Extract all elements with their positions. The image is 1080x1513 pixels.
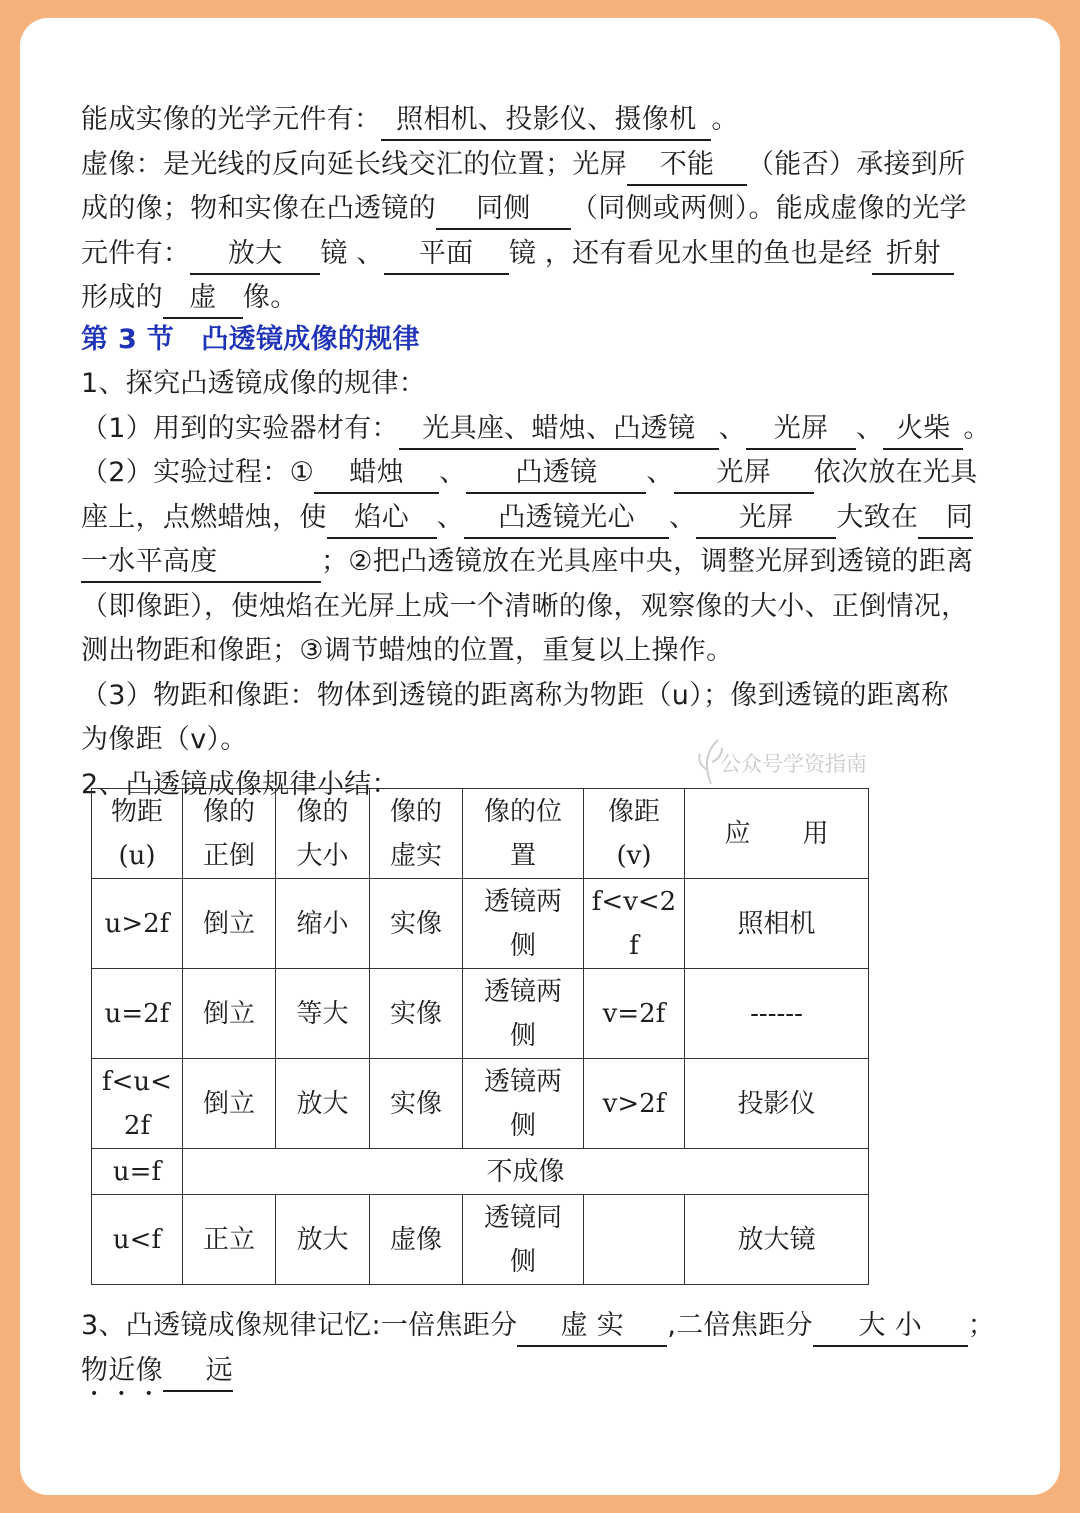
table-cell: 缩小 <box>276 879 370 969</box>
answer-blank: 平面 <box>384 235 509 275</box>
text-line: 能成实像的光学元件有： 照相机、投影仪、摄像机 。 <box>81 98 739 142</box>
answer-blank: 光具座、蜡烛、凸透镜 <box>399 410 719 450</box>
header-cell: 像的 虚实 <box>370 789 463 879</box>
table-cell: 放大镜 <box>685 1195 869 1285</box>
text-line: （2）实验过程：① 蜡烛 、 凸透镜 、 光屏 依次放在光具 <box>81 451 978 495</box>
answer-blank: 放大 <box>190 235 320 275</box>
table-cell: ------ <box>685 969 869 1059</box>
table-cell: 实像 <box>370 969 463 1059</box>
page-card <box>20 18 1060 1495</box>
text-line: （1）用到的实验器材有： 光具座、蜡烛、凸透镜 、 光屏 、 火柴 。 <box>81 407 991 451</box>
header-cell: 物距 (u) <box>92 789 183 879</box>
header-cell: 像距 (v) <box>584 789 685 879</box>
table-header-row <box>92 789 869 879</box>
table-cell: u>2f <box>92 879 183 969</box>
table-cell: v>2f <box>584 1059 685 1149</box>
answer-blank: 凸透镜 <box>466 454 646 494</box>
watermark: 公众号学资指南 <box>720 752 867 776</box>
table-cell: u=f <box>92 1149 183 1195</box>
answer-blank: 光屏 <box>696 499 836 539</box>
table-cell: u<f <box>92 1195 183 1285</box>
answer-blank: 光屏 <box>746 410 856 450</box>
table-cell: 投影仪 <box>685 1059 869 1149</box>
table-cell <box>584 1195 685 1285</box>
text-line: 座上，点燃蜡烛，使 焰心 、 凸透镜光心 、 光屏 大致在 同 <box>81 496 973 540</box>
table-row <box>92 1149 869 1195</box>
answer-blank: 凸透镜光心 <box>464 499 669 539</box>
answer-blank: 折射 <box>872 235 954 275</box>
table-cell: 透镜两 侧 <box>463 969 584 1059</box>
header-cell: 像的 正倒 <box>183 789 276 879</box>
table-cell: 透镜两 侧 <box>463 1059 584 1149</box>
header-cell: 像的位 置 <box>463 789 584 879</box>
answer-blank: 同 <box>918 499 973 539</box>
answer-blank: 大 小 <box>813 1307 968 1347</box>
table-cell: 正立 <box>183 1195 276 1285</box>
table-cell: v=2f <box>584 969 685 1059</box>
table-cell: 倒立 <box>183 879 276 969</box>
text-line: 元件有： 放大 镜 、 平面 镜 ，还有看见水里的鱼也是经 折射 <box>81 232 954 276</box>
text-line: 物近像 远 <box>81 1349 233 1393</box>
merged-cell: 不成像 <box>183 1149 869 1195</box>
table-cell: 放大 <box>276 1059 370 1149</box>
text-line: 一水平高度 ；②把凸透镜放在光具座中央，调整光屏到透镜的距离 <box>81 540 973 584</box>
answer-blank: 远 <box>163 1352 233 1392</box>
table-cell: 透镜两 侧 <box>463 879 584 969</box>
table-cell: 倒立 <box>183 1059 276 1149</box>
text-line: 为像距（v）。 <box>81 724 248 755</box>
answer-blank: 火柴 <box>883 410 963 450</box>
text-line: 测出物距和像距；③调节蜡烛的位置，重复以上操作。 <box>81 635 734 666</box>
table-cell: 虚像 <box>370 1195 463 1285</box>
table-cell: 透镜同 侧 <box>463 1195 584 1285</box>
table-cell: f<u< 2f <box>92 1059 183 1149</box>
answer-blank: 同侧 <box>436 190 571 230</box>
table-cell: 倒立 <box>183 969 276 1059</box>
lens-rules-table <box>91 788 869 1285</box>
text-line: 成的像；物和实像在凸透镜的 同侧 （同侧或两侧）。能成虚像的光学 <box>81 187 967 231</box>
text-line: （3）物距和像距：物体到透镜的距离称为物距（u）；像到透镜的距离称 <box>81 680 949 711</box>
table-cell: f<v<2 f <box>584 879 685 969</box>
answer-blank: 一水平高度 <box>81 543 321 583</box>
table-row <box>92 1195 869 1285</box>
text-line: 3、凸透镜成像规律记忆:一倍焦距分 虚 实 ,二倍焦距分 大 小 ； <box>81 1304 995 1348</box>
table-cell: 放大 <box>276 1195 370 1285</box>
text-line: 虚像：是光线的反向延长线交汇的位置；光屏 不能 （能否）承接到所 <box>81 143 965 187</box>
answer-blank: 光屏 <box>674 454 814 494</box>
table-cell: 实像 <box>370 1059 463 1149</box>
item-title: 2、凸透镜成像规律小结： <box>81 769 399 800</box>
answer-blank: 不能 <box>627 146 747 186</box>
section-title: 第 3 节 凸透镜成像的规律 <box>81 324 420 355</box>
table-cell: 照相机 <box>685 879 869 969</box>
table-row <box>92 879 869 969</box>
table-row <box>92 969 869 1059</box>
item-title: 1、探究凸透镜成像的规律： <box>81 368 427 399</box>
answer-blank: 蜡烛 <box>314 454 439 494</box>
table-cell: u=2f <box>92 969 183 1059</box>
answer-blank: 虚 <box>163 279 243 319</box>
table-cell: 实像 <box>370 879 463 969</box>
answer-blank: 照相机、投影仪、摄像机 <box>381 101 711 141</box>
answer-blank: 焰心 <box>327 499 437 539</box>
table-cell: 等大 <box>276 969 370 1059</box>
header-cell: 应 用 <box>685 789 869 879</box>
text-line: （即像距），使烛焰在光屏上成一个清晰的像，观察像的大小、正倒情况， <box>81 591 969 622</box>
answer-blank: 虚 实 <box>517 1307 667 1347</box>
header-cell: 像的 大小 <box>276 789 370 879</box>
table-row <box>92 1059 869 1149</box>
text-line: 形成的 虚 像。 <box>81 276 298 320</box>
